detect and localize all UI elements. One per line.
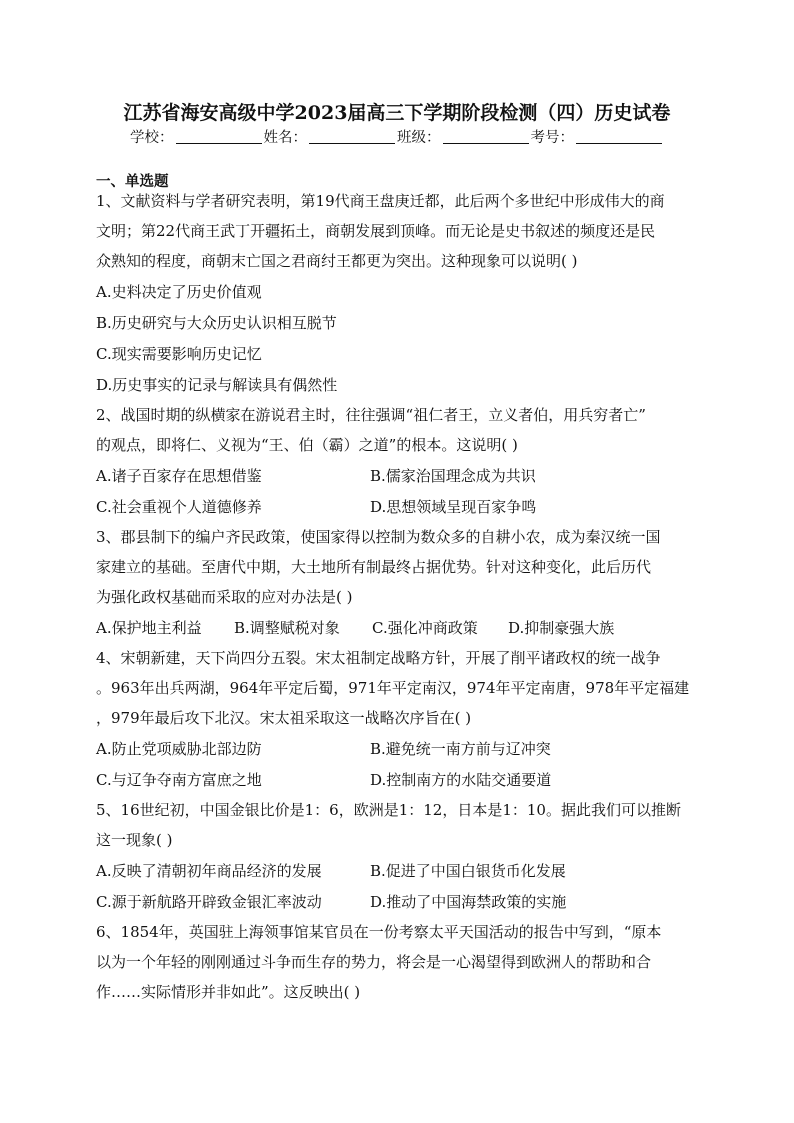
question-6 xyxy=(96,920,700,1010)
question-text-line: 。963年出兵两湖，964年平定后蜀，971年平定南汉，974年平定南唐，978年平定福建 xyxy=(96,679,690,697)
option-a: A.诸子百家存在思想借鉴 xyxy=(96,467,262,485)
question-text-line: 众熟知的程度，商朝末亡国之君商纣王都更为突出。这种现象可以说明( ) xyxy=(96,252,578,270)
exam-number-blank xyxy=(576,129,662,144)
question-text-line: 1、文献资料与学者研究表明，第19代商王盘庚迁都，此后两个多世纪中形成伟大的商 xyxy=(96,192,665,210)
option-d: D.抑制豪强大族 xyxy=(508,619,615,637)
student-info-row xyxy=(0,126,794,147)
class-blank xyxy=(443,129,529,144)
option-c: C.与辽争夺南方富庶之地 xyxy=(96,771,262,789)
school-blank xyxy=(176,129,262,144)
option-b: B.促进了中国白银货币化发展 xyxy=(370,862,566,880)
question-2 xyxy=(96,403,700,525)
question-text-line: ，979年最后攻下北汉。宋太祖采取这一战略次序旨在( ) xyxy=(96,709,472,727)
question-text-line: 作……实际情形并非如此”。这反映出( ) xyxy=(96,983,361,1001)
option-d: D.推动了中国海禁政策的实施 xyxy=(370,893,567,911)
class-label: 班级： xyxy=(397,130,441,146)
option-c: C.源于新航路开辟致金银汇率波动 xyxy=(96,893,322,911)
option-c: C.现实需要影响历史记忆 xyxy=(96,345,262,363)
option-d: D.历史事实的记录与解读具有偶然性 xyxy=(96,376,338,394)
question-text-line: 3、郡县制下的编户齐民政策，使国家得以控制为数众多的自耕小农，成为秦汉统一国 xyxy=(96,528,661,546)
question-5 xyxy=(96,798,700,920)
question-4 xyxy=(96,646,700,798)
question-text-line: 2、战国时期的纵横家在游说君主时，往往强调“祖仁者王，立义者伯，用兵穷者亡” xyxy=(96,406,646,424)
option-a: A.保护地主利益 xyxy=(96,619,202,637)
option-a: A.反映了清朝初年商品经济的发展 xyxy=(96,862,322,880)
question-text-line: 为强化政权基础而采取的应对办法是( ) xyxy=(96,588,353,606)
question-text-line: 家建立的基础。至唐代中期，大土地所有制最终占据优势。针对这种变化，此后历代 xyxy=(96,558,652,576)
exam-title: 江苏省海安高级中学2023届高三下学期阶段检测（四）历史试卷 xyxy=(123,102,671,124)
question-text-line: 文明；第22代商王武丁开疆拓土，商朝发展到顶峰。而无论是史书叙述的频度还是民 xyxy=(96,222,656,240)
option-c: C.强化冲商政策 xyxy=(372,619,478,637)
option-b: B.避免统一南方前与辽冲突 xyxy=(370,740,551,758)
question-text-line: 的观点，即将仁、义视为“王、伯（霸）之道”的根本。这说明( ) xyxy=(96,436,518,454)
school-label: 学校： xyxy=(130,130,174,146)
option-d: D.控制南方的水陆交通要道 xyxy=(370,771,552,789)
question-1 xyxy=(96,189,700,403)
exam-number-label: 考号： xyxy=(530,130,574,146)
name-blank xyxy=(309,129,395,144)
question-text-line: 4、宋朝新建，天下尚四分五裂。宋太祖制定战略方针，开展了削平诸政权的统一战争 xyxy=(96,649,661,667)
question-text-line: 6、1854年，英国驻上海领事馆某官员在一份考察太平天国活动的报告中写到，“原本 xyxy=(96,923,662,941)
question-text-line: 以为一个年轻的刚刚通过斗争而生存的势力，将会是一心渴望得到欧洲人的帮助和合 xyxy=(96,953,652,971)
option-b: B.儒家治国理念成为共识 xyxy=(370,467,536,485)
name-label: 姓名： xyxy=(263,130,307,146)
option-a: A.史料决定了历史价值观 xyxy=(96,283,262,301)
option-a: A.防止党项威胁北部边防 xyxy=(96,740,262,758)
question-text-line: 这一现象( ) xyxy=(96,831,173,849)
question-3 xyxy=(96,525,700,646)
option-b: B.调整赋税对象 xyxy=(234,619,340,637)
section-heading: 一、单选题 xyxy=(96,173,169,190)
option-b: B.历史研究与大众历史认识相互脱节 xyxy=(96,314,337,332)
option-d: D.思想领域呈现百家争鸣 xyxy=(370,498,537,516)
question-text-line: 5、16世纪初，中国金银比价是1：6，欧洲是1：12，日本是1：10。据此我们可以推断 xyxy=(96,801,681,819)
question-list xyxy=(96,189,700,1010)
option-c: C.社会重视个人道德修养 xyxy=(96,498,262,516)
